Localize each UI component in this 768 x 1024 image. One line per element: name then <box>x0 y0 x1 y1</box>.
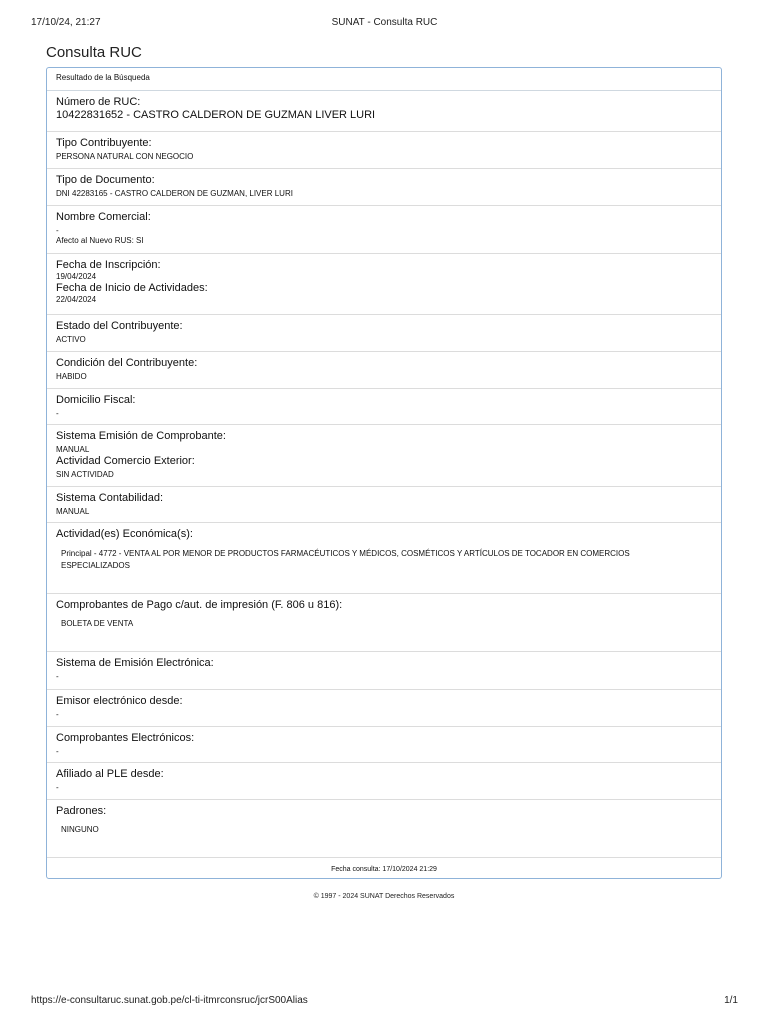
fecha-inicio-label: Fecha de Inicio de Actividades: <box>56 282 208 294</box>
emision-electronica-row <box>47 652 721 690</box>
padrones-row <box>47 800 721 858</box>
print-footer <box>31 995 738 1009</box>
tipo-contribuyente-row <box>47 132 721 169</box>
sistema-contabilidad-label: Sistema Contabilidad: <box>56 492 164 504</box>
tipo-documento-label: Tipo de Documento: <box>56 174 155 186</box>
result-panel <box>46 67 722 879</box>
tipo-contribuyente-value: PERSONA NATURAL CON NEGOCIO <box>56 152 194 161</box>
nombre-comercial-label: Nombre Comercial: <box>56 211 151 223</box>
condicion-label: Condición del Contribuyente: <box>56 357 198 369</box>
comprobantes-electronicos-row <box>47 727 721 763</box>
actividades-value: Principal - 4772 - VENTA AL POR MENOR DE PRODUCTOS FARMACÉUTICOS Y MÉDICOS, COSMÉTICOS Y ARTÍCULOS DE TOCADOR EN COMERCIOS ESPECIALIZADOS <box>61 549 630 570</box>
condicion-value: HABIDO <box>56 372 87 381</box>
window-title: SUNAT - Consulta RUC <box>331 17 438 28</box>
comercio-exterior-label: Actividad Comercio Exterior: <box>56 455 195 467</box>
comprobantes-pago-label: Comprobantes de Pago c/aut. de impresión (F. 806 u 816): <box>56 599 343 611</box>
sistema-emision-value: MANUAL <box>56 445 90 454</box>
comprobantes-pago-row <box>47 594 721 652</box>
nombre-comercial-row <box>47 206 721 254</box>
comprobantes-electronicos-value: - <box>56 747 59 756</box>
emisor-desde-row <box>47 690 721 727</box>
sistema-emision-label: Sistema Emisión de Comprobante: <box>56 430 226 442</box>
padrones-value: NINGUNO <box>61 825 99 834</box>
ruc-label: Número de RUC: <box>56 96 141 108</box>
domicilio-value: - <box>56 409 59 418</box>
actividades-label: Actividad(es) Económica(s): <box>56 528 193 540</box>
ple-value: - <box>56 783 59 792</box>
page-number: 1/1 <box>724 995 738 1006</box>
tipo-documento-value: DNI 42283165 - CASTRO CALDERON DE GUZMAN, LIVER LURI <box>56 189 293 198</box>
print-timestamp: 17/10/24, 21:27 <box>31 17 101 28</box>
fecha-consulta: Fecha consulta: 17/10/2024 21:29 <box>331 866 437 873</box>
sistema-emision-row <box>47 425 721 487</box>
ruc-row <box>47 91 721 132</box>
print-header <box>31 17 738 31</box>
sistema-contabilidad-value: MANUAL <box>56 507 90 516</box>
domicilio-row <box>47 389 721 425</box>
fechas-row <box>47 254 721 315</box>
actividades-row <box>47 523 721 594</box>
fecha-inscripcion-value: 19/04/2024 <box>56 272 97 281</box>
page-url: https://e-consultaruc.sunat.gob.pe/cl-ti-itmrconsruc/jcrS00Alias <box>31 995 308 1006</box>
estado-label: Estado del Contribuyente: <box>56 320 183 332</box>
page-title: Consulta RUC <box>46 44 142 61</box>
domicilio-label: Domicilio Fiscal: <box>56 394 136 406</box>
estado-row <box>47 315 721 352</box>
tipo-contribuyente-label: Tipo Contribuyente: <box>56 137 152 149</box>
estado-value: ACTIVO <box>56 335 86 344</box>
nuevo-rus-value: Afecto al Nuevo RUS: SI <box>56 236 144 245</box>
fecha-inscripcion-label: Fecha de Inscripción: <box>56 259 161 271</box>
sistema-contabilidad-row <box>47 487 721 523</box>
ruc-value: 10422831652 - CASTRO CALDERON DE GUZMAN LIVER LURI <box>56 109 376 121</box>
emisor-desde-value: - <box>56 710 59 719</box>
tipo-documento-row <box>47 169 721 206</box>
ple-label: Afiliado al PLE desde: <box>56 768 164 780</box>
emision-electronica-label: Sistema de Emisión Electrónica: <box>56 657 214 669</box>
comprobantes-pago-value: BOLETA DE VENTA <box>61 619 134 628</box>
emision-electronica-value: - <box>56 672 59 681</box>
copyright-notice: © 1997 - 2024 SUNAT Derechos Reservados <box>313 893 455 900</box>
comercio-exterior-value: SIN ACTIVIDAD <box>56 470 114 479</box>
panel-heading: Resultado de la Búsqueda <box>47 68 721 91</box>
condicion-row <box>47 352 721 389</box>
emisor-desde-label: Emisor electrónico desde: <box>56 695 183 707</box>
ple-row <box>47 763 721 800</box>
padrones-label: Padrones: <box>56 805 107 817</box>
fecha-inicio-value: 22/04/2024 <box>56 295 97 304</box>
nombre-comercial-value: - <box>56 226 59 235</box>
comprobantes-electronicos-label: Comprobantes Electrónicos: <box>56 732 195 744</box>
